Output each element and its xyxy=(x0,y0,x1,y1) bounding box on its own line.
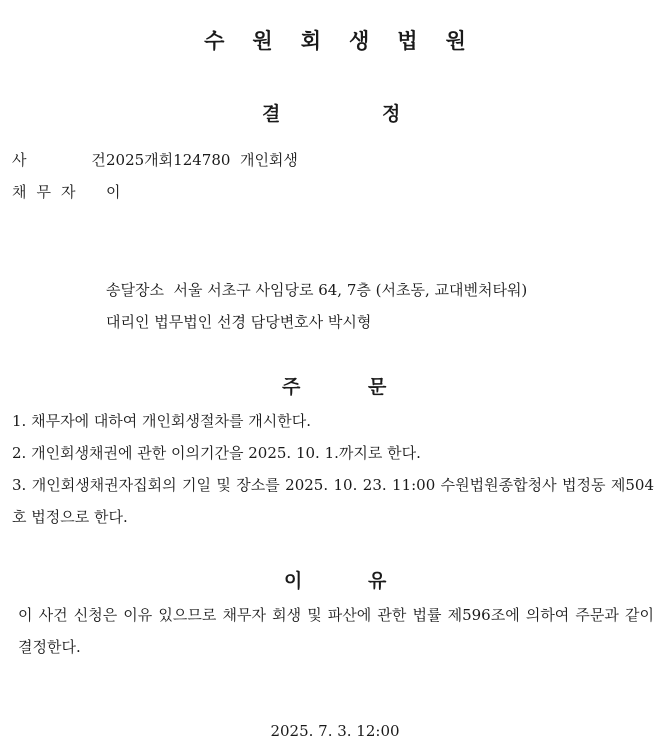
legal-agent: 대리인 법무법인 선경 담당변호사 박시형 xyxy=(106,313,372,331)
order-text: 채무자에 대하여 개인회생절차를 개시한다. xyxy=(31,412,311,430)
court-title: 수원회생법원 xyxy=(204,29,494,53)
order-text: 개인회생채권자집회의 기일 및 장소를 2025. 10. 23. 11:00 수원법원종합청사 법정동 제504호 법정으로 한다. xyxy=(12,476,654,526)
order-item xyxy=(12,437,654,469)
order-heading-left: 주 xyxy=(282,376,301,398)
order-item xyxy=(12,405,654,437)
case-number: 2025개회124780 개인회생 xyxy=(106,151,298,169)
order-heading-right: 문 xyxy=(368,376,387,398)
service-address: 송달장소 서울 서초구 사임당로 64, 7층 (서초동, 교대벤처타워) xyxy=(106,281,528,299)
order-number: 3. xyxy=(12,476,27,494)
debtor-row xyxy=(12,181,121,203)
order-item xyxy=(12,469,654,533)
decision-date: 2025. 7. 3. 12:00 xyxy=(270,722,400,740)
reason-text: 이 사건 신청은 이유 있으므로 채무자 회생 및 파산에 관한 법률 제596조에 의하여 주문과 같이 결정한다. xyxy=(18,606,654,656)
decision-heading-left: 결 xyxy=(262,103,281,125)
reason-heading-left: 이 xyxy=(284,570,303,592)
debtor-name: 이 xyxy=(106,183,121,201)
order-number: 2. xyxy=(12,444,27,462)
decision-heading-right: 정 xyxy=(382,103,401,125)
debtor-label: 채무자 xyxy=(12,183,86,201)
reason-heading-right: 유 xyxy=(368,570,387,592)
case-label: 사 건 xyxy=(12,151,136,169)
order-number: 1. xyxy=(12,412,27,430)
order-text: 개인회생채권에 관한 이의기간을 2025. 10. 1.까지로 한다. xyxy=(31,444,421,462)
case-row xyxy=(12,149,298,171)
